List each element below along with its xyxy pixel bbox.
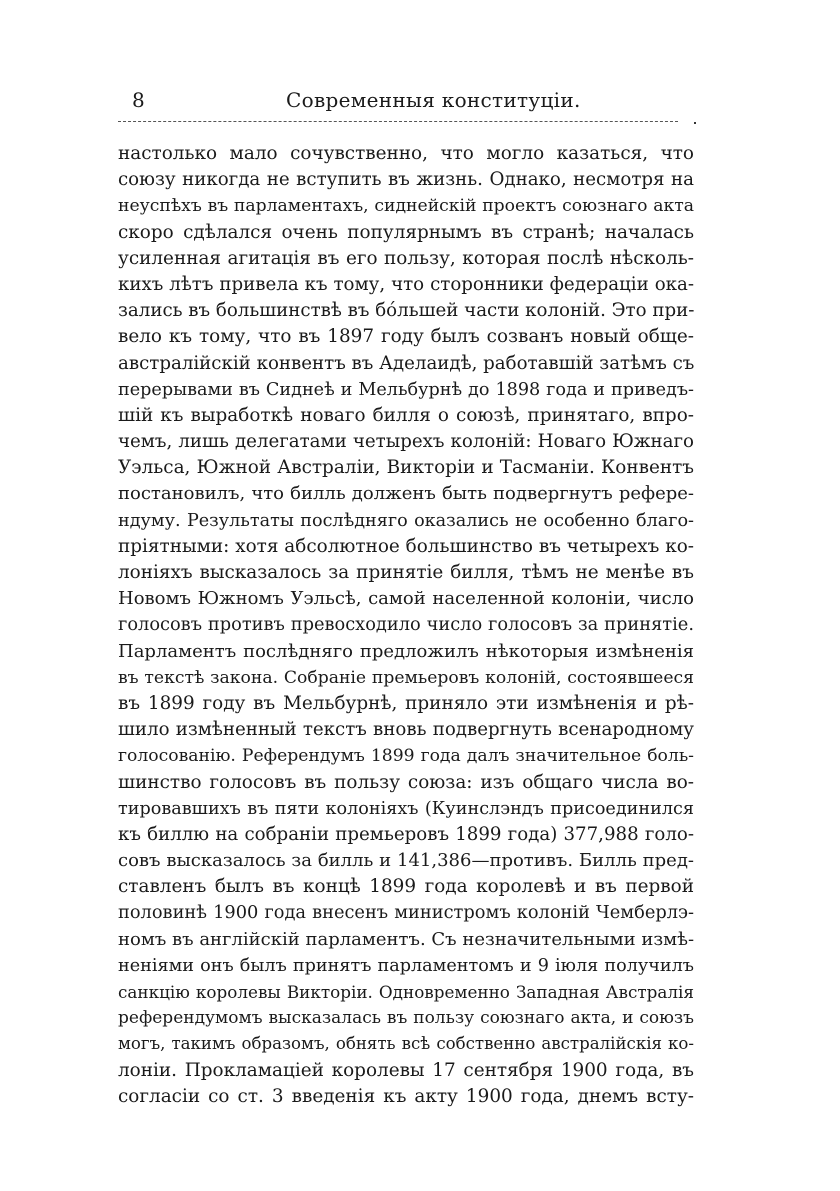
- text-line: постановилъ, что билль долженъ быть подвергнутъ рефере-: [118, 483, 694, 505]
- text-line: въ текстѣ закона. Собраніе премьеровъ колоній, состоявшееся: [118, 667, 694, 688]
- text-line: перерывами въ Сиднеѣ и Мельбурнѣ до 1898 года и приведъ-: [118, 379, 694, 400]
- running-title: Современныя конституціи.: [286, 88, 581, 112]
- header-rule: [118, 121, 678, 122]
- text-line: усиленная агитація въ его пользу, которая послѣ нѣсколь-: [118, 247, 694, 269]
- text-line: Парламентъ послѣдняго предложилъ нѣкоторыя измѣненія: [118, 640, 694, 662]
- text-line: шило измѣненный текстъ вновь подвергнуть всенародному: [118, 719, 694, 741]
- text-line: къ биллю на собраніи премьеровъ 1899 года) 377,988 голо-: [118, 823, 694, 845]
- text-line: ндуму. Результаты послѣдняго оказались не особенно благо-: [118, 510, 694, 531]
- text-line: Уэльса, Южной Австраліи, Викторіи и Тасманіи. Конвентъ: [118, 457, 694, 479]
- text-line: номъ въ англійскій парламентъ. Съ незначительными измѣ-: [118, 928, 694, 950]
- text-line: неніями онъ былъ принятъ парламентомъ и 9 іюля получилъ: [118, 955, 694, 976]
- text-line: могъ, такимъ образомъ, обнять всѣ собственно австралійскія ко-: [118, 1034, 694, 1054]
- text-line: въ 1899 году въ Мельбурнѣ, приняло эти измѣненія и рѣ-: [118, 692, 694, 714]
- text-line: чемъ, лишь делегатами четырехъ колоній: Новаго Южнаго: [118, 431, 694, 453]
- text-line: союзу никогда не вступить въ жизнь. Однако, несмотря на: [118, 169, 694, 191]
- text-line: кихъ лѣтъ привела къ тому, что сторонники федераціи ока-: [118, 273, 694, 295]
- text-line: лоніи. Прокламаціей королевы 17 сентября 1900 года, въ: [118, 1059, 694, 1081]
- text-line: скоро сдѣлался очень популярнымъ въ странѣ; началась: [118, 221, 694, 243]
- text-line: зались въ большинствѣ въ бо́льшей части колоній. Это при-: [118, 300, 694, 322]
- text-line: неуспѣхъ въ парламентахъ, сиднейскій проектъ союзнаго акта: [118, 196, 694, 217]
- text-line: настолько мало сочувственно, что могло казаться, что: [118, 143, 694, 164]
- text-line: референдумомъ высказалась въ пользу союзнаго акта, и союзъ: [118, 1008, 694, 1029]
- text-line: лоніяхъ высказалось за принятіе билля, тѣмъ не менѣе въ: [118, 562, 694, 583]
- text-line: совъ высказалось за билль и 141,386—противъ. Билль пред-: [118, 850, 694, 872]
- text-line: пріятными: хотя абсолютное большинство въ четырехъ ко-: [118, 535, 694, 557]
- text-line: шій къ выработкѣ новаго билля о союзѣ, принятаго, впро-: [118, 404, 694, 426]
- page-header: [118, 88, 703, 120]
- text-line: голосованію. Референдумъ 1899 года далъ значительное боль-: [118, 746, 694, 767]
- header-dot: [694, 122, 696, 124]
- text-line: голосовъ противъ превосходило число голосовъ за принятіе.: [118, 614, 694, 636]
- text-line: санкцію королевы Викторіи. Одновременно Западная Австралія: [118, 982, 694, 1002]
- text-line: тировавшихъ въ пяти колоніяхъ (Куинслэндъ присоединился: [118, 798, 694, 819]
- text-line: согласіи со ст. 3 введенія къ акту 1900 года, днемъ всту-: [118, 1085, 694, 1107]
- text-line: половинѣ 1900 года внесенъ министромъ колоній Чемберлэ-: [118, 902, 694, 924]
- text-line: австралійскій конвентъ въ Аделаидѣ, работавшій затѣмъ съ: [118, 352, 694, 374]
- text-line: ставленъ былъ въ концѣ 1899 года королевѣ и въ первой: [118, 876, 694, 898]
- text-line: вело къ тому, что въ 1897 году былъ созванъ новый обще-: [118, 326, 694, 348]
- text-line: шинство голосовъ въ пользу союза: изъ общаго числа во-: [118, 771, 694, 793]
- body-text: [118, 141, 694, 1110]
- text-line: Новомъ Южномъ Уэльсѣ, самой населенной колоніи, число: [118, 588, 694, 610]
- page-number: 8: [132, 88, 145, 112]
